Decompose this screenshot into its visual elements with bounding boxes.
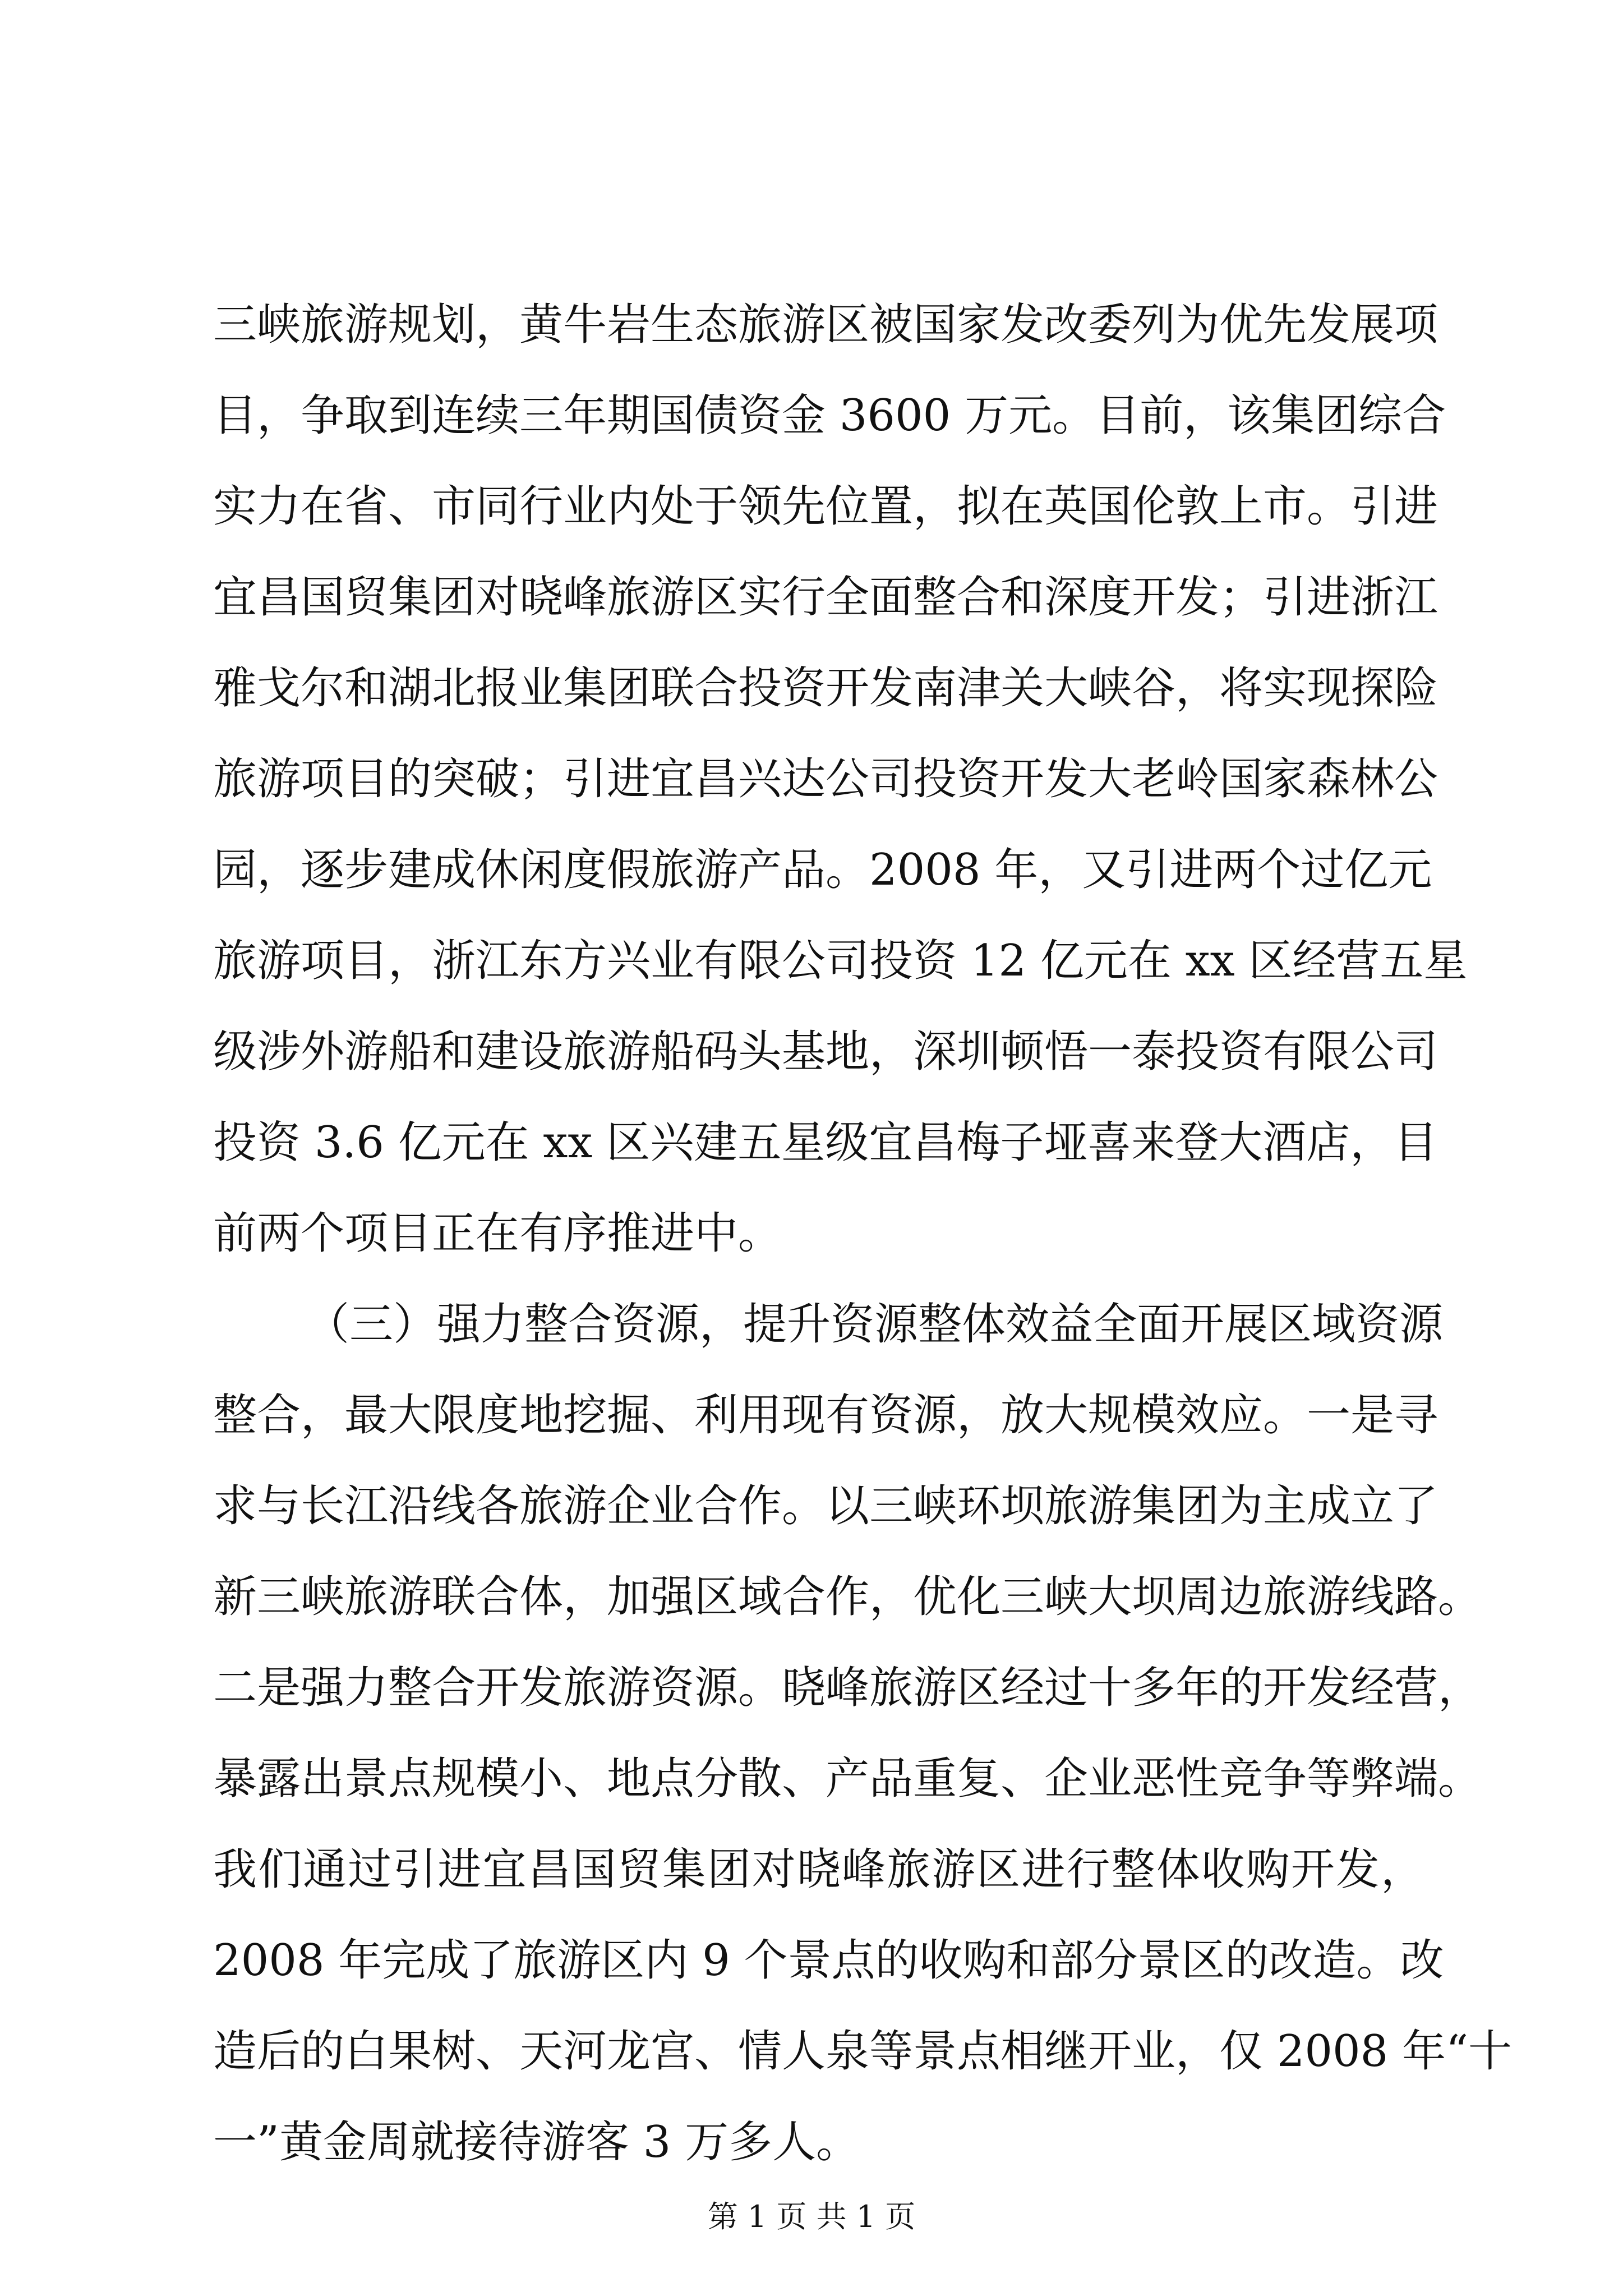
text-line: 我们通过引进宜昌国贸集团对晓峰旅游区进行整体收购开发， — [213, 1844, 1424, 1895]
text-line: 前两个项目正在有序推进中。 — [213, 1208, 782, 1259]
text-line: 级涉外游船和建设旅游船码头基地，深圳顿悟一泰投资有限公司 — [213, 1027, 1438, 1077]
text-line: 2008 年完成了旅游区内 9 个景点的收购和部分景区的改造。改 — [213, 1935, 1444, 1986]
text-line: 实力在省、市同行业内处于领先位置，拟在英国伦敦上市。引进 — [213, 481, 1438, 532]
text-line: 二是强力整合开发旅游资源。晓峰旅游区经过十多年的开发经营， — [213, 1663, 1482, 1713]
text-line: 造后的白果树、天河龙宫、情人泉等景点相继开业，仅 2008 年“十 — [213, 2026, 1512, 2077]
text-line: 新三峡旅游联合体，加强区域合作，优化三峡大坝周边旅游线路。 — [213, 1572, 1482, 1622]
text-line: 雅戈尔和湖北报业集团联合投资开发南津关大峡谷，将实现探险 — [213, 663, 1438, 714]
text-line: 宜昌国贸集团对晓峰旅游区实行全面整合和深度开发；引进浙江 — [213, 572, 1438, 623]
text-line: 目，争取到连续三年期国债资金 3600 万元。目前，该集团综合 — [213, 390, 1446, 441]
text-line: 园，逐步建成休闲度假旅游产品。2008 年，又引进两个过亿元 — [213, 845, 1432, 895]
text-line: 一”黄金周就接待游客 3 万多人。 — [213, 2117, 860, 2168]
text-line: 投资 3.6 亿元在 xx 区兴建五星级宜昌梅子垭喜来登大酒店，目 — [213, 1117, 1438, 1168]
text-line: 求与长江沿线各旅游企业合作。以三峡环坝旅游集团为主成立了 — [213, 1481, 1438, 1531]
page-footer: 第 1 页 共 1 页 — [707, 2199, 916, 2234]
text-line: 三峡旅游规划，黄牛岩生态旅游区被国家发改委列为优先发展项 — [213, 300, 1438, 350]
text-line: 旅游项目的突破；引进宜昌兴达公司投资开发大老岭国家森林公 — [213, 754, 1438, 804]
text-line: 整合，最大限度地挖掘、利用现有资源，放大规模效应。一是寻 — [213, 1390, 1438, 1441]
text-line: 旅游项目，浙江东方兴业有限公司投资 12 亿元在 xx 区经营五星 — [213, 936, 1468, 986]
section-heading-line: （三）强力整合资源，提升资源整体效益全面开展区域资源 — [306, 1299, 1444, 1350]
text-line: 暴露出景点规模小、地点分散、产品重复、企业恶性竞争等弊端。 — [213, 1754, 1482, 1804]
